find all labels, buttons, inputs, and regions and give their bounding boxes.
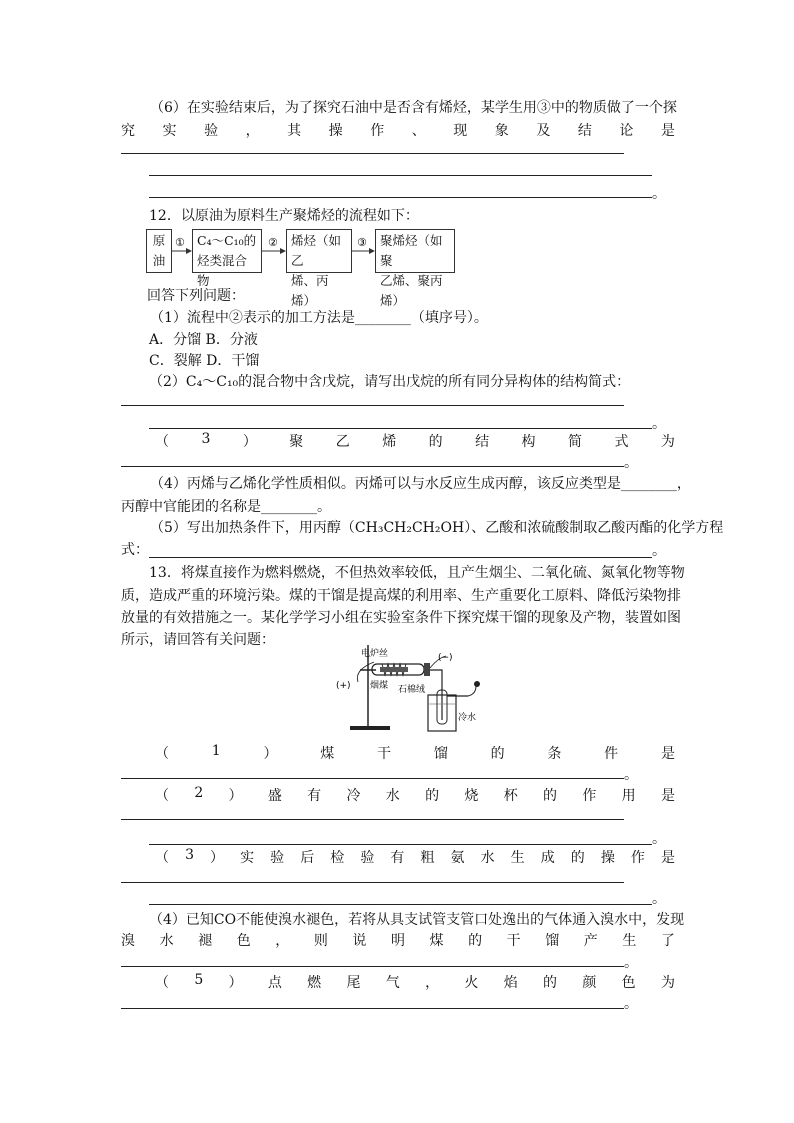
q12-p5b: 式： [121,542,149,558]
word: 验 [270,850,285,866]
word: （ [155,746,169,762]
answer-line [121,819,624,820]
answer-line [121,1008,624,1009]
period: 。 [624,996,638,1012]
word: 烧 [464,788,479,804]
word: 后 [300,850,315,866]
period: 。 [652,831,666,847]
word: 水 [159,933,174,949]
word: 颜 [582,975,597,991]
period: 。 [624,455,638,471]
word: 是 [660,123,675,139]
word: 其 [287,123,302,139]
q13-line-4: 所示，请回答有关问题： [121,632,275,648]
word: 水 [385,788,400,804]
period: 。 [624,767,638,783]
word: 的 [428,434,443,450]
word: 溴 [121,933,135,949]
word: 为 [660,434,675,450]
word: 、 [411,123,426,139]
flow-box-polyolefins: 聚烯烃（如聚 乙烯、聚丙烯） [375,229,455,273]
flow-arrow-2 [262,235,286,265]
q12-title: 12．以原油为原料生产聚烯烃的流程如下： [149,208,419,224]
q12-p4b: 丙醇中官能团的名称是________。 [121,499,331,515]
step-label-2: ② [268,236,278,249]
word: 作 [582,788,597,804]
q13-p2-justified-line [155,785,675,805]
word: 3 [185,847,194,863]
word: 馏 [545,933,560,949]
word: 件 [604,746,619,762]
word: 干 [506,933,521,949]
answer-line [121,153,624,154]
word: 究 [121,123,135,139]
word: （ [155,975,169,991]
period: 。 [652,186,666,202]
word: 构 [521,434,536,450]
q12-p4a: （4）丙烯与乙烯化学性质相似。丙烯可以与水反应生成丙醇，该反应类型是________， [150,476,691,492]
word: 及 [536,123,551,139]
word: 火 [464,975,479,991]
flow-box-alkenes: 烯烃（如乙 烯、丙烯） [286,229,352,273]
word: （ [155,850,169,866]
flow-arrow-3 [352,235,375,265]
q13-p5-justified-line [155,972,675,992]
word: 烯 [382,434,397,450]
word: 2 [194,785,204,801]
word: 是 [660,850,675,866]
coal-distillation-apparatus [330,640,500,735]
word: 条 [547,746,562,762]
word: ， [245,123,260,139]
word: 水 [480,850,495,866]
label-coal: 烟煤 [370,681,389,691]
answer-line [149,197,652,198]
word: 色 [236,933,251,949]
period: 。 [652,891,666,907]
q12-p3-justified-line [155,431,675,451]
label-asbestos: 石棉绒 [398,685,426,695]
word: 气 [385,975,400,991]
word: 焰 [503,975,518,991]
answer-line [149,428,652,429]
q11-6-intro: （6）在实验结束后，为了探究石油中是否含有烯烃，某学生用③中的物质做了一个探 [150,100,677,116]
word: 了 [660,933,675,949]
answer-line [121,966,624,967]
word: 操 [328,123,343,139]
word: 的 [543,975,558,991]
q13-p4-justified-line [121,930,675,950]
word: ） [242,434,257,450]
word: ， [275,933,290,949]
word: 杯 [503,788,518,804]
word: 明 [390,933,405,949]
word: 氨 [450,850,465,866]
q12-p1: （1）流程中②表示的加工方法是________（填序号）。 [150,310,488,326]
word: 煤 [320,746,335,762]
word: 燃 [307,975,322,991]
word: 褪 [198,933,213,949]
word: ） [228,788,243,804]
flow-arrow-1 [172,235,192,265]
answer-line [121,882,624,883]
word: 乙 [335,434,350,450]
word: 尾 [346,975,361,991]
word: 盛 [267,788,282,804]
label-water: 冷水 [458,713,477,723]
word: 象 [494,123,509,139]
word: 验 [204,123,219,139]
word: 3 [201,431,211,447]
word: 验 [360,850,375,866]
q13-p4a: （4）已知CO不能使溴水褪色，若将从具支试管支管口处逸出的气体通入溴水中，发现 [149,912,685,928]
period: 。 [652,416,666,432]
word: 作 [630,850,645,866]
word: 色 [621,975,636,991]
word: 生 [510,850,525,866]
answer-line [121,778,624,779]
step-label-3: ③ [357,236,367,249]
word: 聚 [289,434,304,450]
answer-line [149,904,652,905]
word: 是 [660,746,675,762]
word: 的 [570,850,585,866]
word: 1 [211,743,221,759]
word: （ [155,788,169,804]
label-heater: 电炉丝 [361,649,389,659]
word: 馏 [433,746,448,762]
q13-p1-justified-line [155,743,675,763]
period: 。 [624,955,638,971]
word: 结 [577,123,592,139]
word: 的 [468,933,483,949]
word: ） [228,975,243,991]
word: 有 [390,850,405,866]
q13-line-1: 13．将煤直接作为燃料燃烧，不但热效率较低，且产生烟尘、二氧化硫、氮氧化物等物 [149,565,685,581]
answer-line [121,466,624,467]
word: 的 [425,788,440,804]
label-plus: (+) [336,681,351,691]
word: 产 [583,933,598,949]
q13-line-3: 放量的有效措施之一。某化学学习小组在实验室条件下探究煤干馏的现象及产物，装置如图 [121,610,681,626]
word: 为 [660,975,675,991]
q13-line-2: 质，造成严重的环境污染。煤的干馏是提高煤的利用率、生产重要化工原料、降低污染物排 [121,588,681,604]
word: 用 [621,788,636,804]
word: ） [263,746,278,762]
step-label-1: ① [175,236,185,249]
word: 检 [330,850,345,866]
q13-p3-justified-line [155,847,675,867]
word: 煤 [429,933,444,949]
flow-box-hydrocarbon-mix: C₄～C₁₀的 烃类混合物 [192,229,262,273]
q12-p2: （2）C₄～C₁₀的混合物中含戊烷，请写出戊烷的所有同分异构体的结构简式： [149,374,631,390]
q12-prompt: 回答下列问题： [147,288,245,304]
word: 有 [307,788,322,804]
word: 的 [543,788,558,804]
word: 式 [614,434,629,450]
answer-line [121,405,624,406]
q11-6-justified-line [121,120,675,140]
q12-option-c-d: C．裂解 D．干馏 [149,353,260,369]
word: ， [425,975,440,991]
word: 简 [568,434,582,450]
word: 实 [162,123,177,139]
word: 成 [540,850,555,866]
word: 是 [660,788,675,804]
word: 结 [475,434,490,450]
word: 论 [619,123,634,139]
word: 点 [267,975,282,991]
word: 5 [194,972,204,988]
answer-line [149,844,652,845]
label-minus: (−) [438,653,453,663]
answer-line [149,557,652,558]
word: 说 [352,933,367,949]
word: 生 [622,933,637,949]
word: 干 [377,746,392,762]
word: 现 [453,123,468,139]
flow-box-crude-oil: 原 油 [146,229,172,273]
word: 冷 [346,788,361,804]
word: 则 [313,933,328,949]
word: 操 [600,850,615,866]
word: ） [210,850,225,866]
word: 的 [490,746,505,762]
word: 作 [370,123,385,139]
word: 实 [240,850,255,866]
q12-p5a: （5）写出加热条件下，用丙醇（CH₃CH₂CH₂OH）、乙酸和浓硫酸制取乙酸丙酯的化学方程 [150,520,724,536]
period: 。 [652,543,666,559]
answer-line [149,175,652,176]
word: 粗 [420,850,435,866]
word: （ [155,434,169,450]
q12-option-a-b: A．分馏 B．分液 [149,332,258,348]
